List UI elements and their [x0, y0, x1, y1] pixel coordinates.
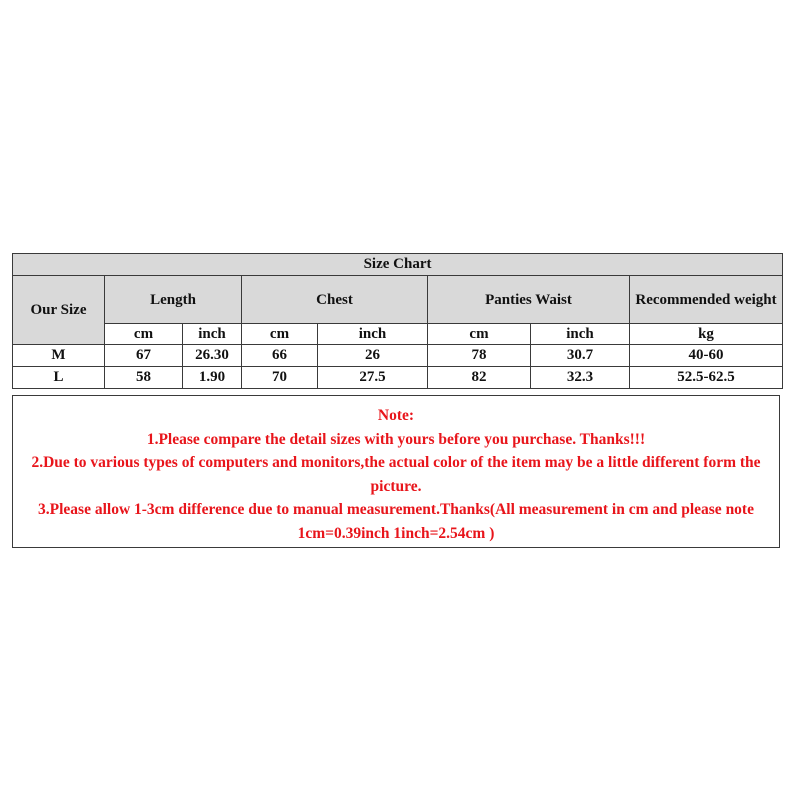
- waist-cm: 82: [428, 367, 531, 389]
- unit-chest-inch: inch: [318, 324, 428, 345]
- unit-length-inch: inch: [183, 324, 242, 345]
- weight-kg: 52.5-62.5: [630, 367, 783, 389]
- size-label: M: [13, 345, 105, 367]
- size-chart-table: [12, 253, 783, 389]
- unit-waist-cm: cm: [428, 324, 531, 345]
- length-inch: 26.30: [183, 345, 242, 367]
- weight-kg: 40-60: [630, 345, 783, 367]
- header-panties-waist: Panties Waist: [428, 276, 630, 324]
- length-cm: 58: [105, 367, 183, 389]
- note-heading: Note:: [377, 407, 415, 424]
- note-box: [12, 395, 780, 548]
- waist-inch: 30.7: [531, 345, 630, 367]
- header-chest: Chest: [242, 276, 428, 324]
- length-cm: 67: [105, 345, 183, 367]
- header-length: Length: [105, 276, 242, 324]
- unit-weight-kg: kg: [630, 324, 783, 345]
- waist-cm: 78: [428, 345, 531, 367]
- header-recommended-weight: Recommended weight: [630, 276, 783, 324]
- table-units-row: [13, 324, 783, 345]
- chest-cm: 70: [242, 367, 318, 389]
- table-header-row: [13, 276, 783, 324]
- waist-inch: 32.3: [531, 367, 630, 389]
- table-row: [13, 367, 783, 389]
- unit-length-cm: cm: [105, 324, 183, 345]
- note-line-2: 2.Due to various types of computers and monitors,the actual color of the item may be a little different form the picture.: [31, 454, 761, 495]
- length-inch: 1.90: [183, 367, 242, 389]
- table-title: Size Chart: [13, 254, 783, 276]
- header-our-size: Our Size: [13, 276, 105, 345]
- chest-inch: 26: [318, 345, 428, 367]
- chest-cm: 66: [242, 345, 318, 367]
- table-row: [13, 345, 783, 367]
- note-line-3: 3.Please allow 1-3cm difference due to manual measurement.Thanks(All measurement in cm and please note 1cm=0.39inch 1inch=2.54cm ): [38, 501, 754, 542]
- table-title-row: [13, 254, 783, 276]
- chest-inch: 27.5: [318, 367, 428, 389]
- size-label: L: [13, 367, 105, 389]
- unit-chest-cm: cm: [242, 324, 318, 345]
- unit-waist-inch: inch: [531, 324, 630, 345]
- note-line-1: 1.Please compare the detail sizes with yours before you purchase. Thanks!!!: [146, 430, 646, 448]
